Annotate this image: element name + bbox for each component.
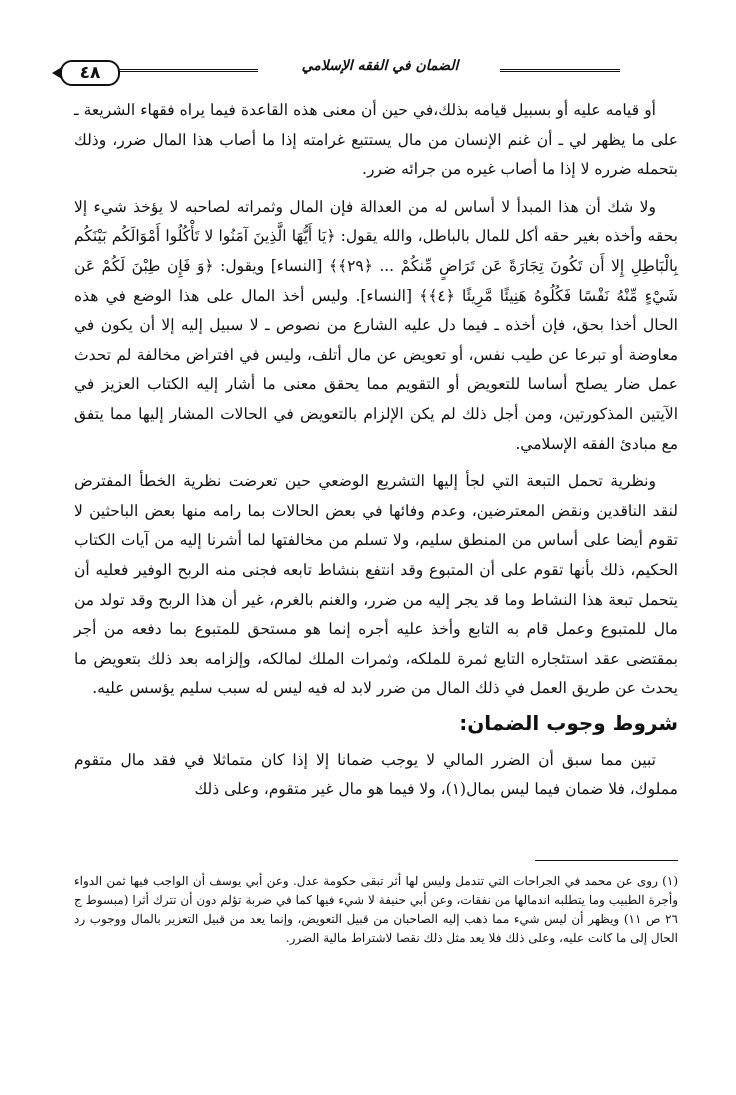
header-rule-left (118, 69, 258, 72)
paragraph-4: تبين مما سبق أن الضرر المالي لا يوجب ضمانا إلا إذا كان متماثلا في فقد مال متقوم مملوك، فلا ضمان فيما ليس بمال(١)، ولا فيما هو مال غير متقوم، وعلى ذلك (74, 750, 678, 799)
running-title: الضمان في الفقه الإسلامي (301, 58, 459, 74)
paragraph-1: أو قيامه عليه أو بسبيل قيامه بذلك،في حين أن معنى هذه القاعدة فيما يراه فقهاء الشريعة ـ على ما يظهر لي ـ أن غنم الإنسان من مال يستتبع غرامته إذا ما أصاب هذا المال ضرر، وذلك بتحمله ضرره لا إذا ما أصاب غيره من جرائه ضرر. (74, 101, 678, 179)
page-number: ٤٨ (60, 60, 120, 86)
footnote: (١) روى عن محمد في الجراحات التي تندمل وليس لها أثر تبقى حكومة عدل. وعن أبي يوسف أن الواجب فيها ثمن الدواء وأجرة الطبيب وما يتطلبه اندمالها من نفقات، وعن أبي حنيفة لا شيء فيها كما في ضربة تؤلم دون أن تترك أثرا (مبسوط ج ٢٦ ص ١١) ويظهر أن ليس شيء مما ذهب إليه الصاحبان من قبيل التعويض، وإنما يعد من قبيل التعزير بالمال ووجوب رد الحال إلى ما كانت عليه، وعلى ذلك فلا يعد مثل ذلك نقصا لاشتراط مالية الضرر. (74, 874, 678, 945)
header-rule-right (500, 69, 620, 72)
page-header (60, 58, 680, 94)
page-body (74, 96, 678, 805)
paragraph-3: ونظرية تحمل التبعة التي لجأ إليها التشريع الوضعي حين تعرضت نظرية الخطأ المفترض لنقد الناقدين ونقض المعترضين، وعدم وفائها في بعض الحالات بما رامه منها بعض الباحثين لا تقوم أيضا على أساس من المنطق سليم، ولا تسلم من مخالفتها لما أشرنا إليه من آيات الكتاب الحكيم، ذلك بأنها تقوم على أن المتبوع وقد انتفع بنشاط تابعه فجنى منه الربح الوفير فعليه أن يتحمل تبعة هذا النشاط وما قد يجر إليه من ضرر، والغنم بالغرم، غير أن هذا الربح وقد تولد من مال للمتبوع وعمل قام به التابع وأخذ عليه أجره إنما هو مستحق للمتبوع بما دفعه من أجر بمقتضى عقد استئجاره التابع ثمرة للملكه، وثمرات الملك لمالكه، وإلزامه بعد ذلك بتعويض ما يحدث عن طريق العمل في ذلك المال من ضرر لابد له فيه ليس له سبب سليم يؤسس عليه. (74, 472, 678, 698)
paragraph-2: ولا شك أن هذا المبدأ لا أساس له من العدالة فإن المال وثمراته لصاحبه لا يؤخذ شيء إلا بحقه وأخذه بغير حقه أكل للمال بالباطل، والله يقول: ﴿يَا أَيُّهَا الَّذِينَ آمَنُوا لا تَأْكُلُوا أَمْوَالَكُم بَيْنَكُم بِالْبَاطِلِ إِلا أَن تَكُونَ تِجَارَةً عَن تَرَاضٍ مِّنكُمْ ... ﴿٢٩﴾﴾ [النساء] ويقول: ﴿وَ فَإِن طِبْنَ لَكُمْ عَن شَيْءٍ مِّنْهُ نَفْسًا فَكُلُوهُ هَنِيئًا مَّرِيئًا ﴿٤﴾﴾ [النساء]. وليس أخذ المال على هذا الوضع في هذه الحال أخذا بحق، فإن أخذه ـ فيما دل عليه الشارع من نصوص ـ لا سبيل إليه إلا أن يكون في معاوضة أو تبرعا عن طيب نفس، أو تعويض عن مال أتلف، وليس في افتراض مخالفة لم تحدث عمل ضار يصلح أساسا للتعويض أو التقويم مما يحقق معنى ما أشار إليه الكتاب العزيز في الآيتين المذكورتين، ومن أجل ذلك لم يكن الإلزام بالتعويض في الحالات المشار إليها مما يتفق مع مبادئ الفقه الإسلامي. (74, 197, 678, 453)
section-heading: شروط وجوب الضمان: (459, 710, 678, 735)
footnote-rule (535, 860, 678, 861)
